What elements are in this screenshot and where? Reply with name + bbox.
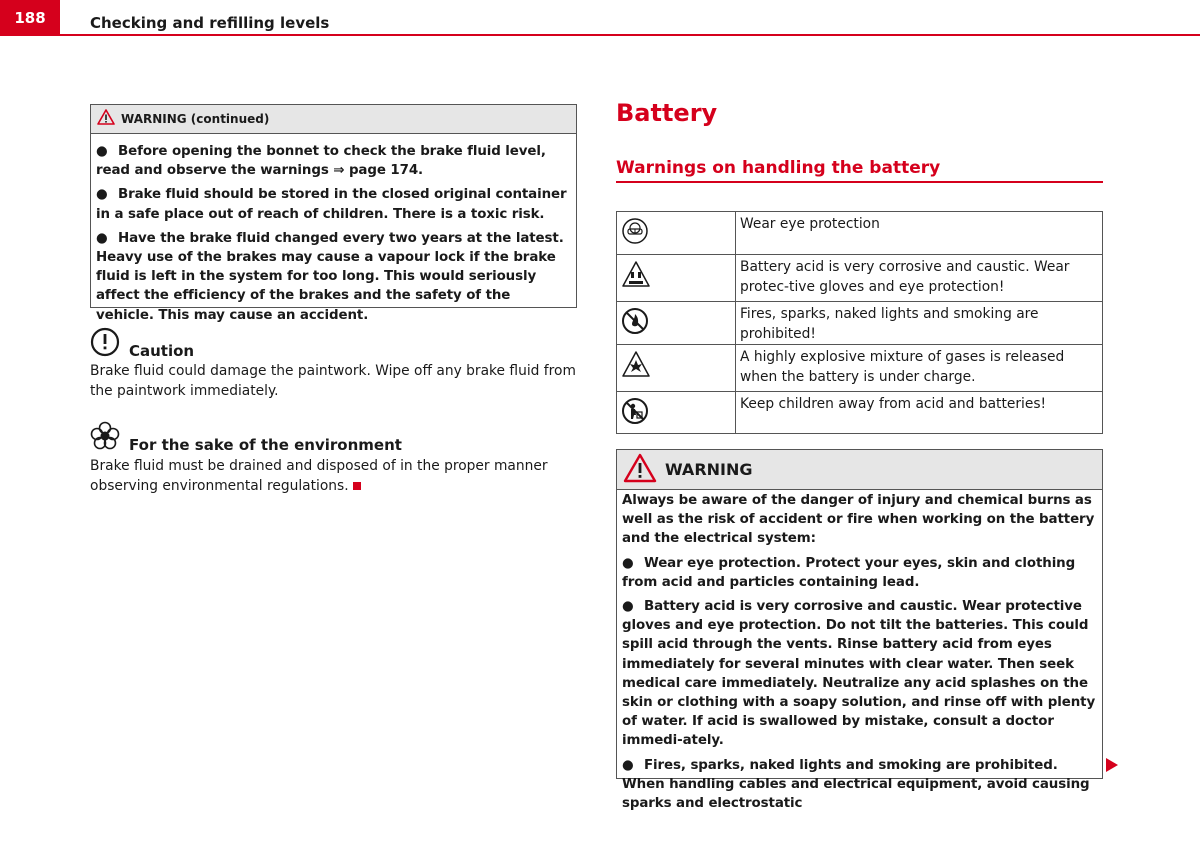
environment-heading (90, 421, 402, 455)
explosive-icon (621, 366, 651, 382)
warning-item: ● Have the brake fluid changed every two years at the latest. Heavy use of the brakes may cause a vapour lock if the brake fluid is left in the system for too long. This would seriously affect the efficiency of the brakes and the safety of the vehicle. This may cause an accident. (96, 230, 564, 323)
symbol-text: Fires, sparks, naked lights and smoking are prohibited! (736, 302, 1103, 345)
warning-label: WARNING (continued) (121, 112, 270, 126)
section-end-mark (353, 482, 361, 490)
table-row (617, 392, 1103, 434)
no-fire-icon (621, 323, 649, 339)
warning-intro: Always be aware of the danger of injury and chemical burns as well as the risk of accident or fire when working on the battery and the electrical system: (622, 493, 1095, 547)
warning-item: ● Wear eye protection. Protect your eyes, skin and clothing from acid and particles containing lead. (622, 555, 1076, 590)
symbol-text: Battery acid is very corrosive and caustic. Wear protec-tive gloves and eye protection! (736, 255, 1103, 302)
battery-warning-box (616, 449, 1103, 812)
keep-children-away-icon (621, 413, 649, 429)
page-header-title: Checking and refilling levels (90, 14, 330, 32)
symbol-text: Keep children away from acid and batteries! (736, 392, 1103, 434)
warning-header (91, 105, 576, 134)
table-row (617, 212, 1103, 255)
warning-item: ● Battery acid is very corrosive and caustic. Wear protective gloves and eye protection. Do not tilt the batteries. This could spill acid through the vents. Rinse battery acid from eyes immediately for several minutes with clear water. Then seek medical care immediately. Neutralize any acid splashes on the skin or clothing with a soapy solution, and rinse off with plenty of water. If acid is swallowed by mistake, consult a doctor immedi-ately. (622, 599, 1096, 749)
symbol-text: Wear eye protection (736, 212, 1103, 255)
flower-icon (90, 421, 120, 455)
warning-body (617, 490, 1102, 813)
warning-item: ● Before opening the bonnet to check the brake fluid level, read and observe the warnings ⇒ page 174. (96, 144, 546, 179)
brake-fluid-warning-box (90, 104, 577, 323)
subsection-rule (616, 181, 1103, 183)
caution-text: Brake fluid could damage the paintwork. Wipe off any brake fluid from the paintwork immediately. (90, 363, 576, 399)
table-row (617, 302, 1103, 345)
exclamation-circle-icon (90, 327, 120, 361)
header-rule (60, 34, 1200, 36)
table-row (617, 255, 1103, 302)
symbol-text: A highly explosive mixture of gases is released when the battery is under charge. (736, 345, 1103, 392)
environment-label: For the sake of the environment (129, 436, 402, 454)
warning-item: ● Brake fluid should be stored in the closed original container in a safe place out of reach of children. There is a toxic risk. (96, 187, 567, 222)
warning-header (617, 450, 1102, 490)
table-row (617, 345, 1103, 392)
warning-triangle-icon (623, 453, 657, 487)
warning-triangle-icon (97, 109, 115, 129)
corrosive-icon (621, 276, 651, 292)
battery-symbols-table (616, 211, 1103, 434)
caution-label: Caution (129, 342, 195, 360)
section-title: Battery (616, 99, 718, 127)
caution-heading (90, 327, 194, 361)
subsection-title: Warnings on handling the battery (616, 158, 941, 178)
environment-text: Brake fluid must be drained and disposed of in the proper manner observing environmental regulations. (90, 458, 548, 494)
warning-label: WARNING (665, 460, 753, 479)
eye-protection-icon (621, 233, 649, 249)
page-number: 188 (0, 0, 60, 36)
warning-item: ● Fires, sparks, naked lights and smoking are prohibited. When handling cables and electrical equipment, avoid causing sparks and electrostatic (622, 757, 1090, 812)
continue-arrow-icon (1105, 757, 1119, 777)
warning-body (91, 134, 576, 325)
